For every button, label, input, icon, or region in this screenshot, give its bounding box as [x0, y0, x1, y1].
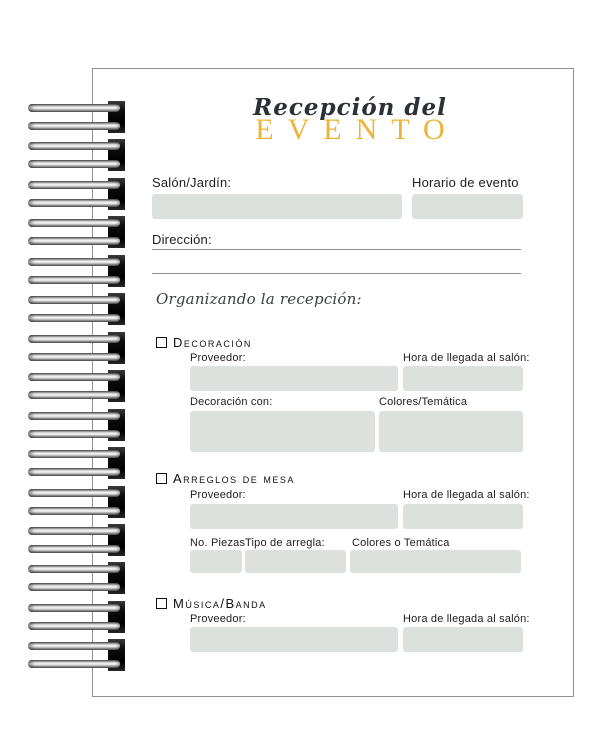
direccion-label: Dirección:	[152, 232, 212, 247]
arreglos-colores-label: Colores o Temática	[352, 537, 450, 549]
musica-hora-label: Hora de llegada al salón:	[403, 613, 530, 625]
coil-wire-top	[28, 104, 120, 112]
coil-wire-top	[28, 527, 120, 535]
direccion-line-2[interactable]	[152, 273, 521, 274]
section-musica-header	[156, 596, 267, 611]
coil-wire-bottom	[28, 160, 120, 168]
decoracion-colores-input[interactable]	[379, 411, 523, 452]
coil-wire-top	[28, 489, 120, 497]
coil-wire-bottom	[28, 545, 120, 553]
page-title-main: EVENTO	[255, 113, 459, 146]
coil-wire-bottom	[28, 622, 120, 630]
coil-wire-bottom	[28, 122, 120, 130]
coil-wire-top	[28, 450, 120, 458]
coil-wire-bottom	[28, 353, 120, 361]
coil-wire-top	[28, 373, 120, 381]
binding-coil	[28, 219, 125, 246]
salon-input[interactable]	[152, 194, 402, 219]
section-arreglos-header	[156, 471, 295, 486]
binding-coil	[28, 642, 125, 669]
decoracion-proveedor-label: Proveedor:	[190, 352, 246, 364]
section-musica-title: Música/Banda	[173, 596, 267, 611]
arreglos-piezas-label: No. Piezas	[190, 537, 246, 549]
binding-coil	[28, 412, 125, 439]
musica-proveedor-input[interactable]	[190, 627, 398, 652]
arreglos-tipo-label: Tipo de arregla:	[245, 537, 325, 549]
coil-wire-bottom	[28, 237, 120, 245]
musica-hora-input[interactable]	[403, 627, 523, 652]
decoracion-colores-label: Colores/Temática	[379, 396, 468, 408]
page-title	[160, 96, 540, 145]
decoracion-con-input[interactable]	[190, 411, 375, 452]
arreglos-tipo-input[interactable]	[245, 550, 346, 573]
coil-wire-bottom	[28, 468, 120, 476]
horario-input[interactable]	[412, 194, 523, 219]
coil-wire-top	[28, 181, 120, 189]
coil-wire-bottom	[28, 199, 120, 207]
section-arreglos-title: Arreglos de mesa	[173, 471, 295, 486]
binding-coil	[28, 142, 125, 169]
coil-wire-top	[28, 642, 120, 650]
binding-coil	[28, 335, 125, 362]
binding-coil	[28, 604, 125, 631]
coil-wire-top	[28, 565, 120, 573]
binding-coil	[28, 489, 125, 516]
coil-wire-bottom	[28, 583, 120, 591]
binding-coil	[28, 258, 125, 285]
decoracion-con-label: Decoración con:	[190, 396, 273, 408]
section-decoracion-title: Decoración	[173, 335, 252, 350]
page-title-script: Recepción del	[253, 94, 447, 121]
coil-wire-top	[28, 258, 120, 266]
binding-coil	[28, 373, 125, 400]
direccion-line-1[interactable]	[152, 249, 521, 250]
coil-wire-bottom	[28, 430, 120, 438]
arreglos-proveedor-label: Proveedor:	[190, 489, 246, 501]
decoracion-checkbox[interactable]	[156, 337, 167, 348]
horario-label: Horario de evento	[412, 175, 519, 190]
coil-wire-bottom	[28, 314, 120, 322]
arreglos-hora-label: Hora de llegada al salón:	[403, 489, 530, 501]
coil-wire-bottom	[28, 276, 120, 284]
decoracion-hora-input[interactable]	[403, 366, 523, 391]
coil-wire-top	[28, 142, 120, 150]
coil-wire-top	[28, 296, 120, 304]
binding-coil	[28, 527, 125, 554]
arreglos-piezas-input[interactable]	[190, 550, 242, 573]
binding-coil	[28, 450, 125, 477]
coil-wire-bottom	[28, 660, 120, 668]
arreglos-colores-input[interactable]	[350, 550, 521, 573]
coil-wire-top	[28, 335, 120, 343]
coil-wire-bottom	[28, 391, 120, 399]
salon-label: Salón/Jardín:	[152, 175, 232, 190]
binding-coil	[28, 565, 125, 592]
decoracion-hora-label: Hora de llegada al salón:	[403, 352, 530, 364]
musica-checkbox[interactable]	[156, 598, 167, 609]
arreglos-proveedor-input[interactable]	[190, 504, 398, 529]
arreglos-checkbox[interactable]	[156, 473, 167, 484]
coil-wire-top	[28, 412, 120, 420]
binding-coil	[28, 181, 125, 208]
organizing-heading: Organizando la recepción:	[156, 290, 362, 308]
binding-coil	[28, 296, 125, 323]
coil-wire-top	[28, 604, 120, 612]
coil-wire-top	[28, 219, 120, 227]
binding-coil	[28, 104, 125, 131]
section-decoracion-header	[156, 335, 252, 350]
musica-proveedor-label: Proveedor:	[190, 613, 246, 625]
decoracion-proveedor-input[interactable]	[190, 366, 398, 391]
coil-wire-bottom	[28, 507, 120, 515]
arreglos-hora-input[interactable]	[403, 504, 523, 529]
